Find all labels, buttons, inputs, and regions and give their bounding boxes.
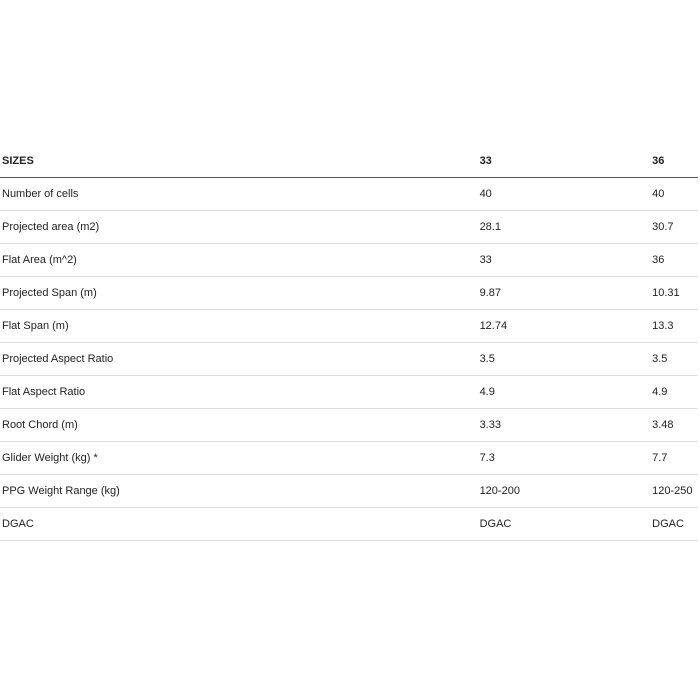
cell-size-33: 4.9 xyxy=(478,376,651,409)
cell-size-36: 30.7 xyxy=(650,211,698,244)
row-label: Projected Span (m) xyxy=(0,277,478,310)
cell-size-33: 12.74 xyxy=(478,310,651,343)
cell-size-36: DGAC xyxy=(650,508,698,541)
cell-size-36: 120-250 xyxy=(650,475,698,508)
table-row xyxy=(0,178,698,211)
cell-size-33: 7.3 xyxy=(478,442,651,475)
sizes-spec-table xyxy=(0,145,698,541)
table-row xyxy=(0,442,698,475)
header-sizes: SIZES xyxy=(0,145,478,178)
cell-size-36: 4.9 xyxy=(650,376,698,409)
table-row xyxy=(0,277,698,310)
row-label: Root Chord (m) xyxy=(0,409,478,442)
row-label: Number of cells xyxy=(0,178,478,211)
table-row xyxy=(0,244,698,277)
cell-size-33: 33 xyxy=(478,244,651,277)
row-label: Projected Aspect Ratio xyxy=(0,343,478,376)
table-row xyxy=(0,376,698,409)
cell-size-33: 120-200 xyxy=(478,475,651,508)
cell-size-36: 40 xyxy=(650,178,698,211)
table-row xyxy=(0,211,698,244)
cell-size-33: 3.5 xyxy=(478,343,651,376)
cell-size-36: 36 xyxy=(650,244,698,277)
row-label: Glider Weight (kg) * xyxy=(0,442,478,475)
row-label: Flat Aspect Ratio xyxy=(0,376,478,409)
table-row xyxy=(0,508,698,541)
cell-size-33: 28.1 xyxy=(478,211,651,244)
cell-size-36: 13.3 xyxy=(650,310,698,343)
header-size-33: 33 xyxy=(478,145,651,178)
cell-size-33: 40 xyxy=(478,178,651,211)
cell-size-33: 9.87 xyxy=(478,277,651,310)
table-header-row xyxy=(0,145,698,178)
table-row xyxy=(0,343,698,376)
row-label: Projected area (m2) xyxy=(0,211,478,244)
cell-size-36: 3.48 xyxy=(650,409,698,442)
table-row xyxy=(0,475,698,508)
row-label: Flat Area (m^2) xyxy=(0,244,478,277)
cell-size-36: 3.5 xyxy=(650,343,698,376)
table-row xyxy=(0,409,698,442)
cell-size-33: DGAC xyxy=(478,508,651,541)
cell-size-36: 7.7 xyxy=(650,442,698,475)
row-label: Flat Span (m) xyxy=(0,310,478,343)
row-label: PPG Weight Range (kg) xyxy=(0,475,478,508)
header-size-36: 36 xyxy=(650,145,698,178)
cell-size-33: 3.33 xyxy=(478,409,651,442)
cell-size-36: 10.31 xyxy=(650,277,698,310)
table-row xyxy=(0,310,698,343)
row-label: DGAC xyxy=(0,508,478,541)
